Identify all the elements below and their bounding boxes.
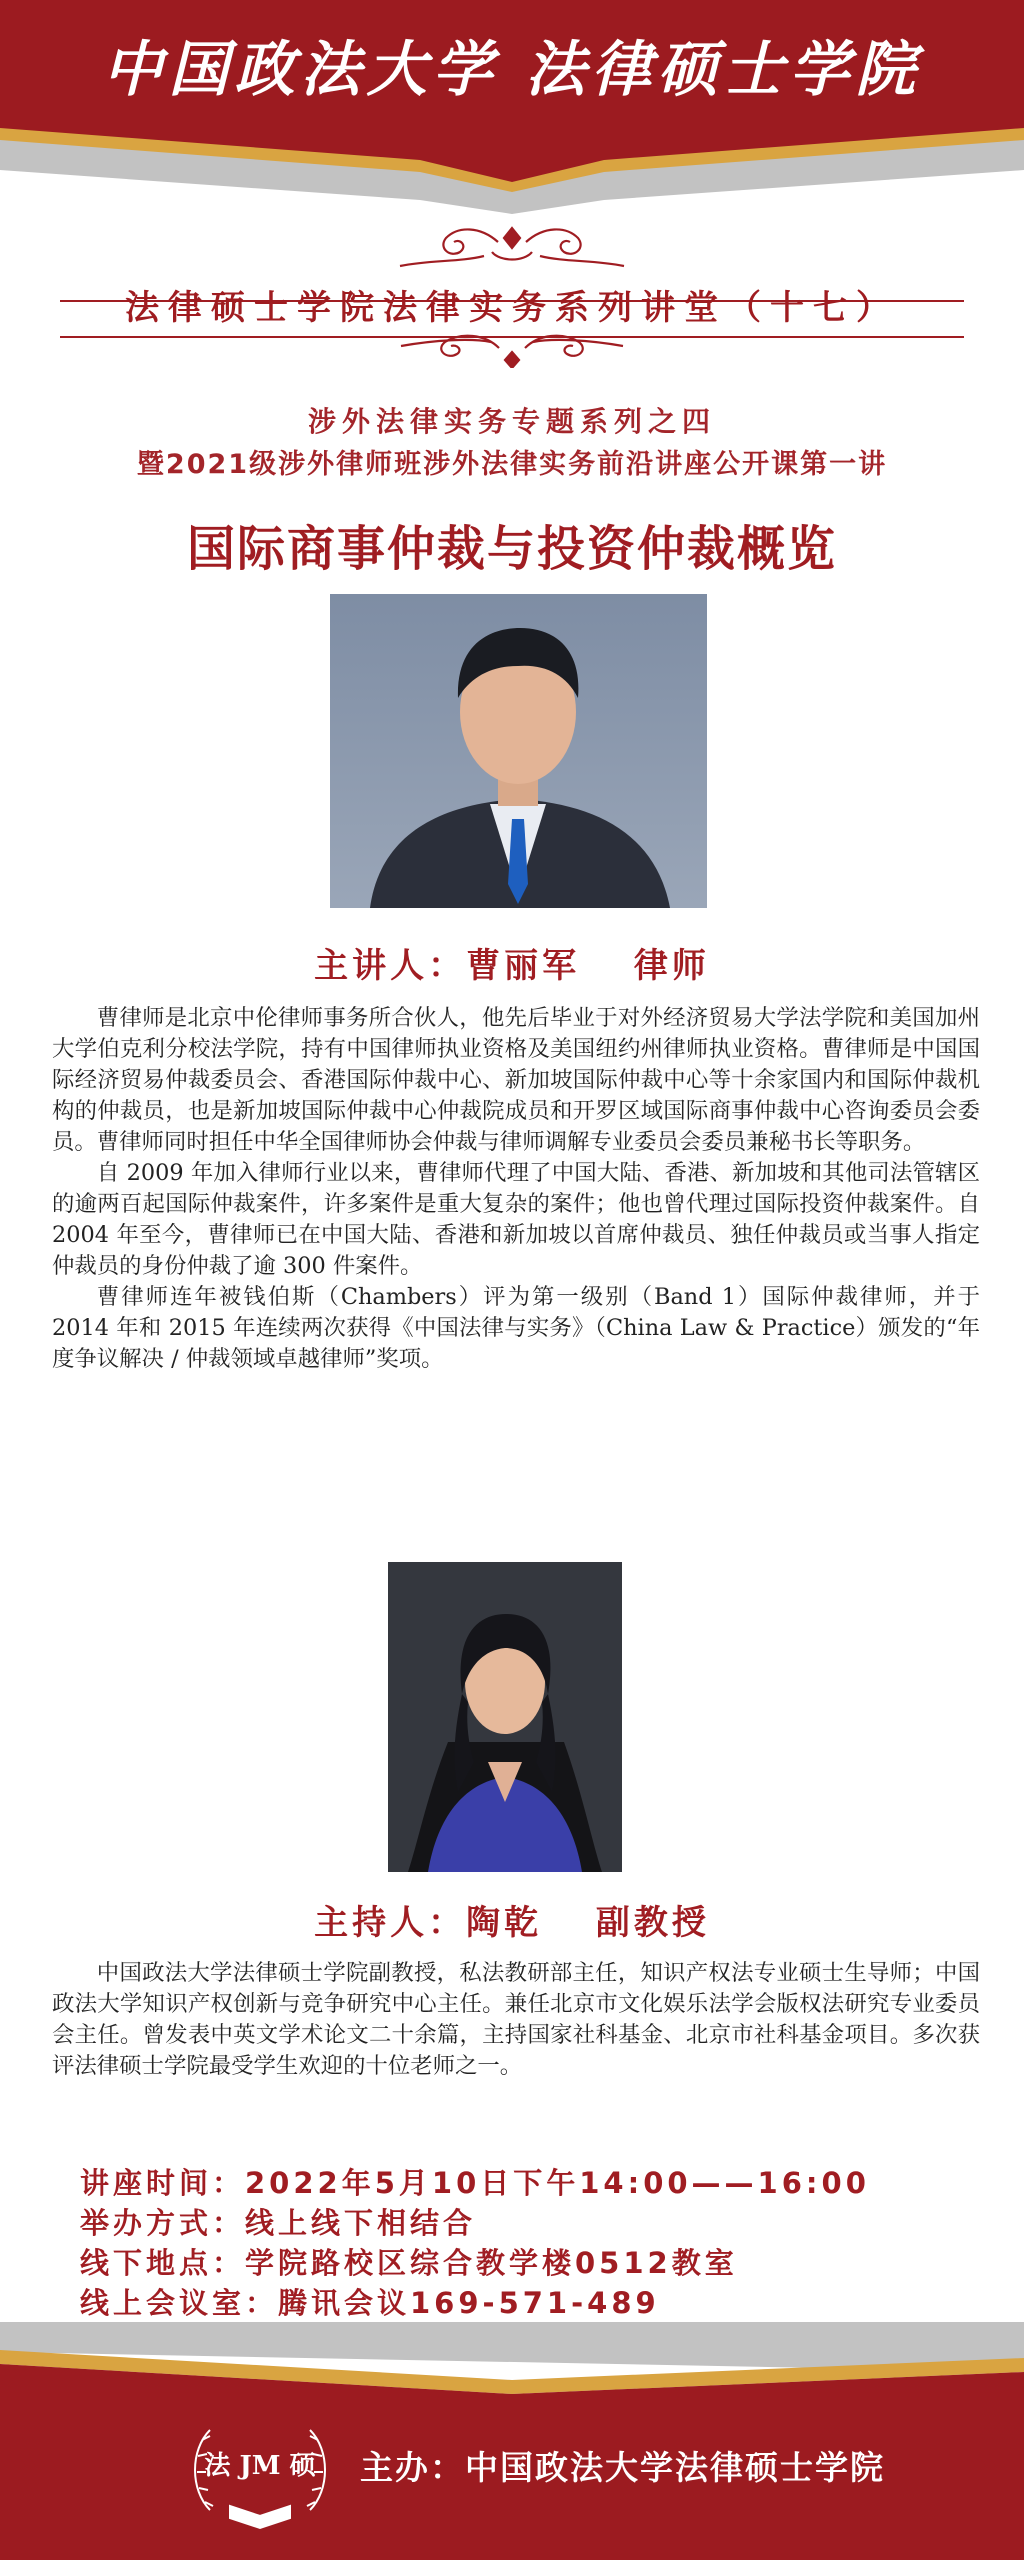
speaker-bio-paragraph: 曹律师连年被钱伯斯（Chambers）评为第一级别（Band 1）国际仲裁律师，并于 2014 年和 2015 年连续两次获得《中国法律与实务》（China Law & Practice）颁发的“年度争议解决 / 仲裁领域卓越律师”奖项。	[52, 1284, 980, 1372]
host-photo	[388, 1562, 622, 1872]
ornament-bottom-icon	[395, 328, 629, 368]
speaker-heading: 主讲人：曹丽军 律师	[314, 946, 710, 986]
lecture-time: 讲座时间：2022年5月10日下午14:00——16:00	[80, 2166, 870, 2200]
lecture-meeting-id: 线上会议室：腾讯会议169-571-489	[80, 2286, 660, 2320]
lecture-info	[80, 2163, 980, 2323]
host-bio	[52, 1958, 980, 2082]
bottom-banner	[0, 2322, 1024, 2560]
lecture-mode: 举办方式：线上线下相结合	[80, 2206, 477, 2240]
school-title: 中国政法大学 法律硕士学院	[102, 35, 922, 105]
speaker-bio-paragraph: 自 2009 年加入律师行业以来，曹律师代理了中国大陆、香港、新加坡和其他司法管辖区的逾两百起国际仲裁案件，许多案件是重大复杂的案件；他也曾代理过国际投资仲裁案件。自 2004 年至今，曹律师已在中国大陆、香港和新加坡以首席仲裁员、独任仲裁员或当事人指定仲裁员的身份仲裁了逾 300 件案件。	[52, 1160, 980, 1279]
ornament-top-icon	[380, 222, 644, 272]
series-title: 法律硕士学院法律实务系列讲堂（十七）	[125, 288, 899, 328]
speaker-bio-paragraph: 曹律师是北京中伦律师事务所合伙人，他先后毕业于对外经济贸易大学法学院和美国加州大学伯克利分校法学院，持有中国律师执业资格及美国纽约州律师执业资格。曹律师是中国国际经济贸易仲裁委员会、香港国际仲裁中心、新加坡国际仲裁中心等十余家国内和国际仲裁机构的仲裁员，也是新加坡国际仲裁中心仲裁院成员和开罗区域国际商事仲裁中心咨询委员会委员。曹律师同时担任中华全国律师协会仲裁与律师调解专业委员会委员兼秘书长等职务。	[52, 1005, 980, 1155]
host-heading: 主持人：陶乾 副教授	[314, 1903, 710, 1943]
speaker-photo	[330, 594, 707, 908]
subtitle-open-class: 暨2021级涉外律师班涉外法律实务前沿讲座公开课第一讲	[136, 449, 888, 480]
speaker-bio	[52, 1003, 980, 1375]
lecture-title: 国际商事仲裁与投资仲裁概览	[186, 521, 837, 577]
school-logo-icon	[180, 2410, 340, 2545]
organizer: 主办：中国政法大学法律硕士学院	[360, 2448, 885, 2487]
logo-text: 法 JM 硕	[204, 2451, 316, 2481]
subtitle-topic-series: 涉外法律实务专题系列之四	[307, 405, 716, 438]
lecture-venue: 线下地点：学院路校区综合教学楼0512教室	[80, 2246, 738, 2280]
host-bio-paragraph: 中国政法大学法律硕士学院副教授，私法教研部主任，知识产权法专业硕士生导师；中国政法大学知识产权创新与竞争研究中心主任。兼任北京市文化娱乐法学会版权法研究专业委员会主任。曾发表中英文学术论文二十余篇，主持国家社科基金、北京市社科基金项目。多次获评法律硕士学院最受学生欢迎的十位老师之一。	[52, 1960, 980, 2079]
